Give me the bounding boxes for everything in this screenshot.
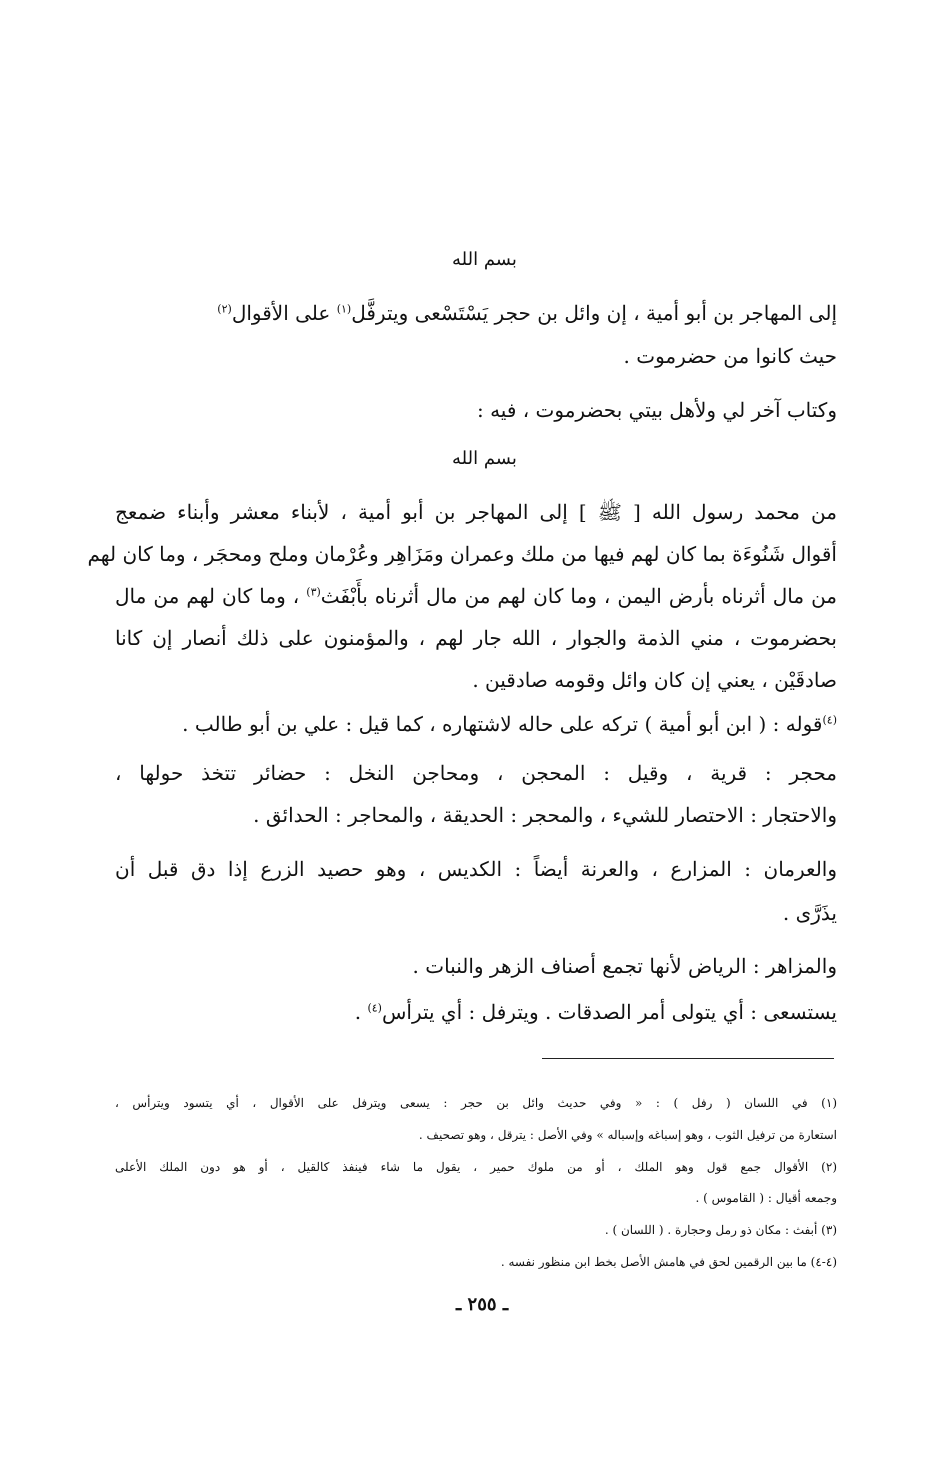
footnote-1-line-1: (١) في اللسان ( رفل ) : « وفي حديث وائل بن حجر : يسعى ويترفل على الأقوال ، أي يتسود ويترأس ، <box>115 1096 837 1110</box>
footnote-4: (٤-٤) ما بين الرقمين لحق في هامش الأصل بخط ابن منظور نفسه . <box>500 1255 837 1269</box>
letter-one-line-2: حيث كانوا من حضرموت . <box>623 344 837 368</box>
footnote-ref-4: (٤) <box>822 713 837 727</box>
footnote-ref-3: (٣) <box>306 585 321 599</box>
footnote-separator <box>542 1058 834 1059</box>
letter-two-line-1: من محمد رسول الله [ ﷺ ] إلى المهاجر بن أبو أمية ، لأبناء معشر وأبناء ضمعج <box>115 500 837 524</box>
letter-two-line-4: بحضرموت ، مني الذمة والجوار ، الله جار لهم ، والمؤمنون على ذلك أنصار إن كانا <box>115 626 837 650</box>
letter-two-line-5: صادقَيْن ، يعني إن كان وائل وقومه صادقين . <box>472 668 837 692</box>
note-yastasi: يستسعى : أي يتولى أمر الصدقات . ويترفل : أي يترأس$^{(٤)}$ . <box>354 1000 837 1024</box>
letter-two-line-3: من مال أثرناه بأرض اليمن ، وما كان لهم من مال أثرناه بأَبْفَث$^{(٣)}$ ، وما كان لهم من مال <box>115 584 838 608</box>
second-letter-intro: وكتاب آخر لي ولأهل بيتي بحضرموت ، فيه : <box>476 398 837 422</box>
basmala-heading-second: بسم الله <box>452 448 517 469</box>
footnote-ref-4-end: (٤) <box>367 1001 382 1015</box>
note-qawluh: $^{(٤)}$قوله : ( ابن أبو أمية ) تركه على حاله لاشتهاره ، كما قيل : علي بن أبو طالب . <box>182 712 837 736</box>
note-urman-line-2: يذَرَّى . <box>782 901 837 925</box>
note-mihjar-line-2: والاحتجار : الاحتصار للشيء ، والمحجر : الحديقة ، والمحاجر : الحدائق . <box>253 803 837 827</box>
note-urman-line-1: والعرمان : المزارع ، والعرنة أيضاً : الكديس ، وهو حصيد الزرع إذا دق قبل أن <box>115 857 837 881</box>
basmala-heading: بسم الله <box>452 249 517 270</box>
footnote-ref-2: (٢) <box>217 302 232 316</box>
letter-one-line-1: إلى المهاجر بن أبو أمية ، إن وائل بن حجر يَسْتَسْعى ويترفَّل$^{(١)}$ على الأقوال$^{(٢)}$ <box>217 301 837 325</box>
footnote-2-line-2: وجمعه أقيال : ( القاموس ) . <box>695 1191 837 1205</box>
footnote-ref-1: (١) <box>336 302 352 316</box>
footnote-2-line-1: (٢) الأقوال جمع قول وهو الملك ، أو من ملوك حمير ، يقول ما شاء فينفذ كالقيل ، أو هو دون الملك الأعلى <box>115 1160 837 1174</box>
note-mihjar-line-1: محجر : قرية ، وقيل : المحجن ، ومحاجن النخل : حضائر تتخذ حولها ، <box>115 761 837 785</box>
note-mazahir: والمزاهر : الرياض لأنها تجمع أصناف الزهر والنبات . <box>412 954 837 978</box>
footnote-1-line-2: استعارة من ترفيل الثوب ، وهو إسباغه وإسباله » وفي الأصل : يترقل ، وهو تصحيف . <box>418 1128 837 1142</box>
footnote-3: (٣) أبفث : مكان ذو رمل وحجارة . ( اللسان ) . <box>604 1223 837 1237</box>
letter-two-line-2: أقوال شَنُوءَة بما كان لهم فيها من ملك وعمران ومَزَاهِر وعُرْمان وملح ومحجَر ، وما كان لهم <box>87 542 837 566</box>
page-number: ـ ٢٥٥ ـ <box>456 1294 509 1315</box>
